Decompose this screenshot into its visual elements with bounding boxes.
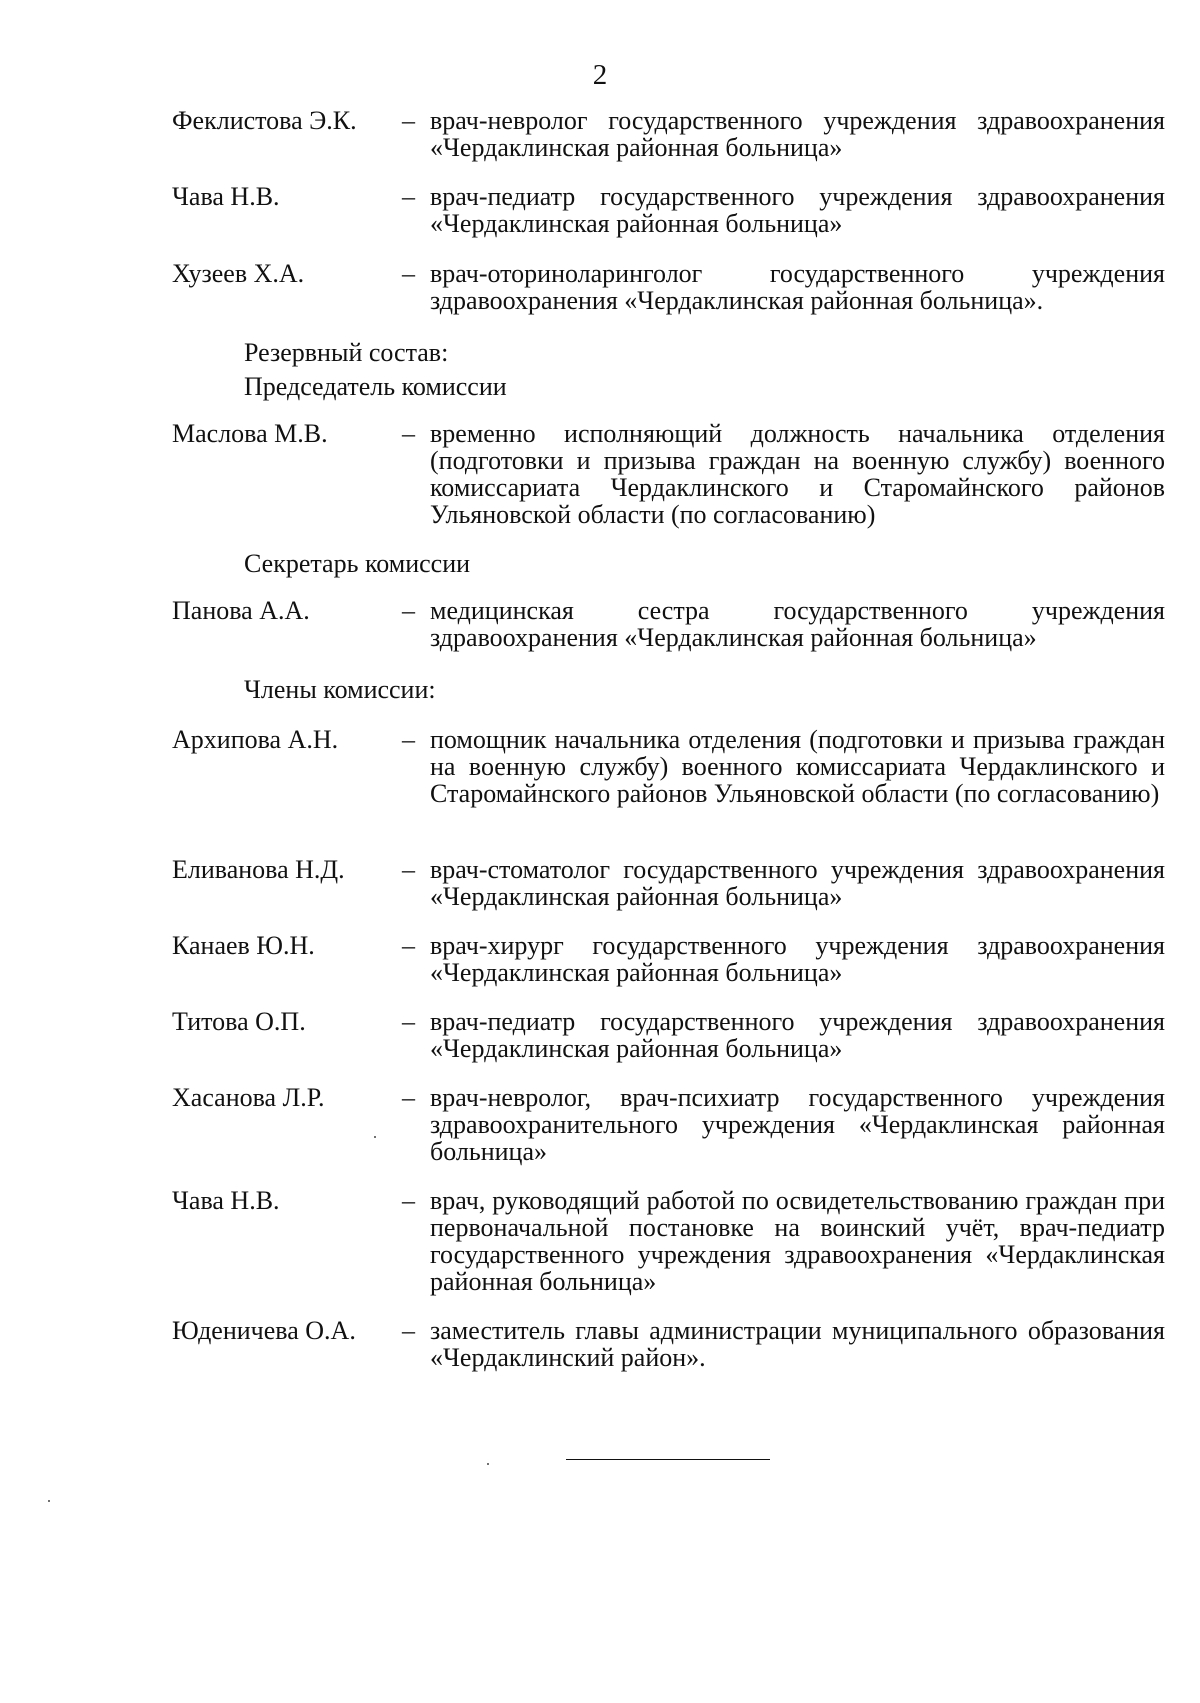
dash: – <box>402 1316 415 1345</box>
dash: – <box>402 1083 415 1112</box>
dash: – <box>402 182 415 211</box>
dash: – <box>402 1186 415 1215</box>
member-position: медицинская сестра государственного учреждения здравоохранения «Чердаклинская районная больница» <box>430 596 1165 652</box>
member-position: помощник начальника отделения (подготовки и призыва граждан на военную службу) военного комиссариата Чердаклинского и Старомайнского районов Ульяновской области (по согласованию) <box>430 725 1165 808</box>
dash: – <box>402 931 415 960</box>
dash: – <box>402 596 415 625</box>
member-name: Архипова А.Н. <box>172 725 339 754</box>
reserve-title: Резервный состав: <box>244 338 449 367</box>
secretary-heading: Секретарь комиссии <box>244 549 471 578</box>
dash: – <box>402 1007 415 1036</box>
member-name: Канаев Ю.Н. <box>172 931 315 960</box>
member-name: Еливанова Н.Д. <box>172 855 345 884</box>
member-position: временно исполняющий должность начальника отделения (подготовки и призыва граждан на военную службу) военного комиссариата Чердаклинского и Старомайнского районов Ульяновской области (по согласованию) <box>430 419 1165 529</box>
member-position: врач-невролог государственного учреждения здравоохранения «Чердаклинская районная больница» <box>430 106 1165 162</box>
dash: – <box>402 106 415 135</box>
member-name: Юденичева О.А. <box>172 1316 356 1345</box>
dash: – <box>402 259 415 288</box>
member-name: Панова А.А. <box>172 596 310 625</box>
member-position: врач-хирург государственного учреждения здравоохранения «Чердаклинская районная больница» <box>430 931 1165 987</box>
scan-speck <box>374 1136 376 1138</box>
member-position: врач-педиатр государственного учреждения здравоохранения «Чердаклинская районная больница» <box>430 182 1165 238</box>
scan-speck <box>487 1463 489 1465</box>
member-position: врач-оториноларинголог государственного учреждения здравоохранения «Чердаклинская районная больница». <box>430 259 1165 315</box>
member-name: Чава Н.В. <box>172 1186 280 1215</box>
member-position: врач-невролог, врач-психиатр государственного учреждения здравоохранительного учреждения «Чердаклинская районная больница» <box>430 1083 1165 1166</box>
member-name: Маслова М.В. <box>172 419 328 448</box>
member-name: Чава Н.В. <box>172 182 280 211</box>
dash: – <box>402 725 415 754</box>
members-heading: Члены комиссии: <box>244 675 436 704</box>
member-position: врач-педиатр государственного учреждения здравоохранения «Чердаклинская районная больница» <box>430 1007 1165 1063</box>
page-number: 2 <box>592 59 608 91</box>
member-position: врач, руководящий работой по освидетельствованию граждан при первоначальной постановке на воинский учёт, врач-педиатр государственного учреждения здравоохранения «Чердаклинская районная больница» <box>430 1186 1165 1296</box>
member-name: Хузеев Х.А. <box>172 259 305 288</box>
dash: – <box>402 855 415 884</box>
member-name: Феклистова Э.К. <box>172 106 357 135</box>
dash: – <box>402 419 415 448</box>
chair-heading: Председатель комиссии <box>244 372 507 401</box>
member-position: заместитель главы администрации муниципального образования «Чердаклинский район». <box>430 1316 1165 1372</box>
closing-rule <box>566 1459 770 1460</box>
scan-speck <box>48 1500 50 1502</box>
member-name: Титова О.П. <box>172 1007 306 1036</box>
member-name: Хасанова Л.Р. <box>172 1083 325 1112</box>
member-position: врач-стоматолог государственного учреждения здравоохранения «Чердаклинская районная больница» <box>430 855 1165 911</box>
